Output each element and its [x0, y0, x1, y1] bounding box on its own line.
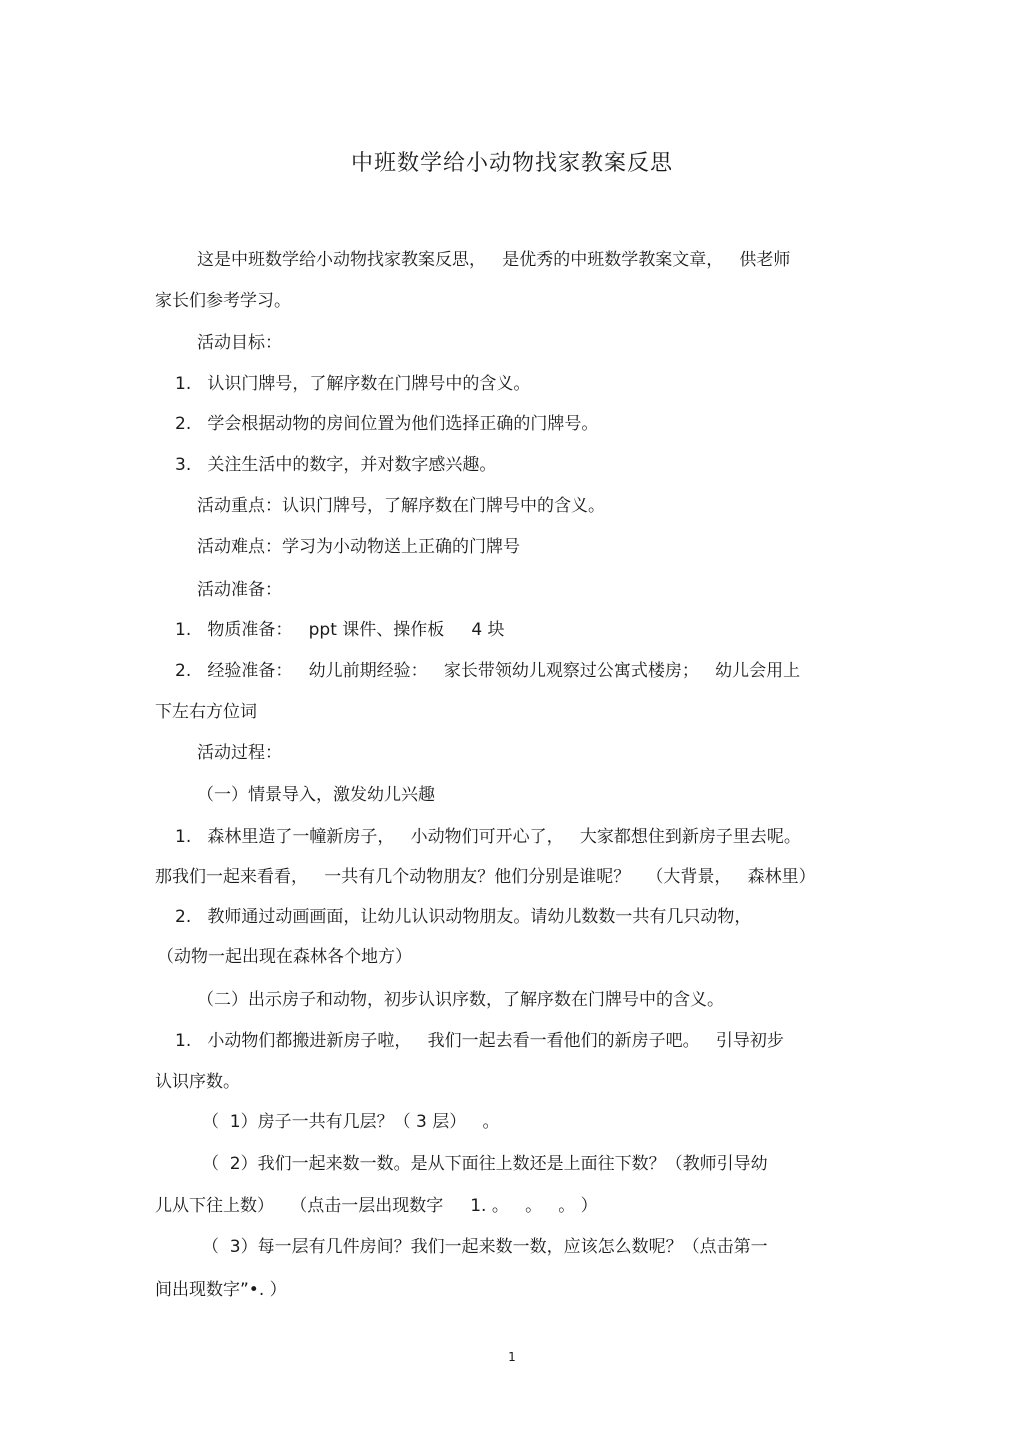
body-line: 那我们一起来看看， 一共有几个动物朋友？他们分别是谁呢？ （大背景， 森林里） [155, 867, 816, 887]
body-line: 认识序数。 [155, 1072, 240, 1092]
body-line: 间出现数字”•. ） [155, 1280, 287, 1300]
body-line: （二）出示房子和动物，初步认识序数，了解序数在门牌号中的含义。 [197, 990, 724, 1010]
document-title: 中班数学给小动物找家教案反思 [350, 151, 673, 176]
body-line: （ 1）房子一共有几层？（ 3 层） 。 [202, 1112, 500, 1132]
body-line: 1. 森林里造了一幢新房子， 小动物们可开心了， 大家都想住到新房子里去呢。 [175, 827, 801, 847]
body-line: 活动目标： [197, 333, 282, 353]
body-line: 活动难点：学习为小动物送上正确的门牌号 [197, 537, 520, 557]
body-line: 2. 学会根据动物的房间位置为他们选择正确的门牌号。 [175, 414, 599, 434]
body-line: 2. 教师通过动画画面，让幼儿认识动物朋友。请幼儿数数一共有几只动物， [175, 907, 752, 927]
body-line: （ 2）我们一起来数一数。是从下面往上数还是上面往下数？（教师引导幼 [202, 1154, 768, 1174]
body-line: 家长们参考学习。 [155, 291, 291, 311]
body-line: （动物一起出现在森林各个地方） [157, 947, 412, 967]
page-number: 1 [508, 1350, 516, 1364]
body-line: 1. 小动物们都搬进新房子啦， 我们一起去看一看他们的新房子吧。 引导初步 [175, 1031, 784, 1051]
body-line: 3. 关注生活中的数字，并对数字感兴趣。 [175, 455, 497, 475]
body-line: 1. 认识门牌号，了解序数在门牌号中的含义。 [175, 374, 531, 394]
body-line: 这是中班数学给小动物找家教案反思， 是优秀的中班数学教案文章， 供老师 [197, 250, 791, 270]
body-line: 2. 经验准备： 幼儿前期经验： 家长带领幼儿观察过公寓式楼房； 幼儿会用上 [175, 661, 801, 681]
body-line: 活动重点：认识门牌号，了解序数在门牌号中的含义。 [197, 496, 605, 516]
body-line: 下左右方位词 [155, 702, 257, 722]
body-line: 1. 物质准备： ppt 课件、操作板 4 块 [175, 620, 505, 640]
body-line: 儿从下往上数） （点击一层出现数字 1. 。 。 。 ） [155, 1196, 598, 1216]
body-line: （一）情景导入，激发幼儿兴趣 [197, 785, 435, 805]
body-line: （ 3）每一层有几件房间？我们一起来数一数，应该怎么数呢？（点击第一 [202, 1237, 768, 1257]
body-line: 活动过程： [197, 743, 282, 763]
body-line: 活动准备： [197, 580, 282, 600]
